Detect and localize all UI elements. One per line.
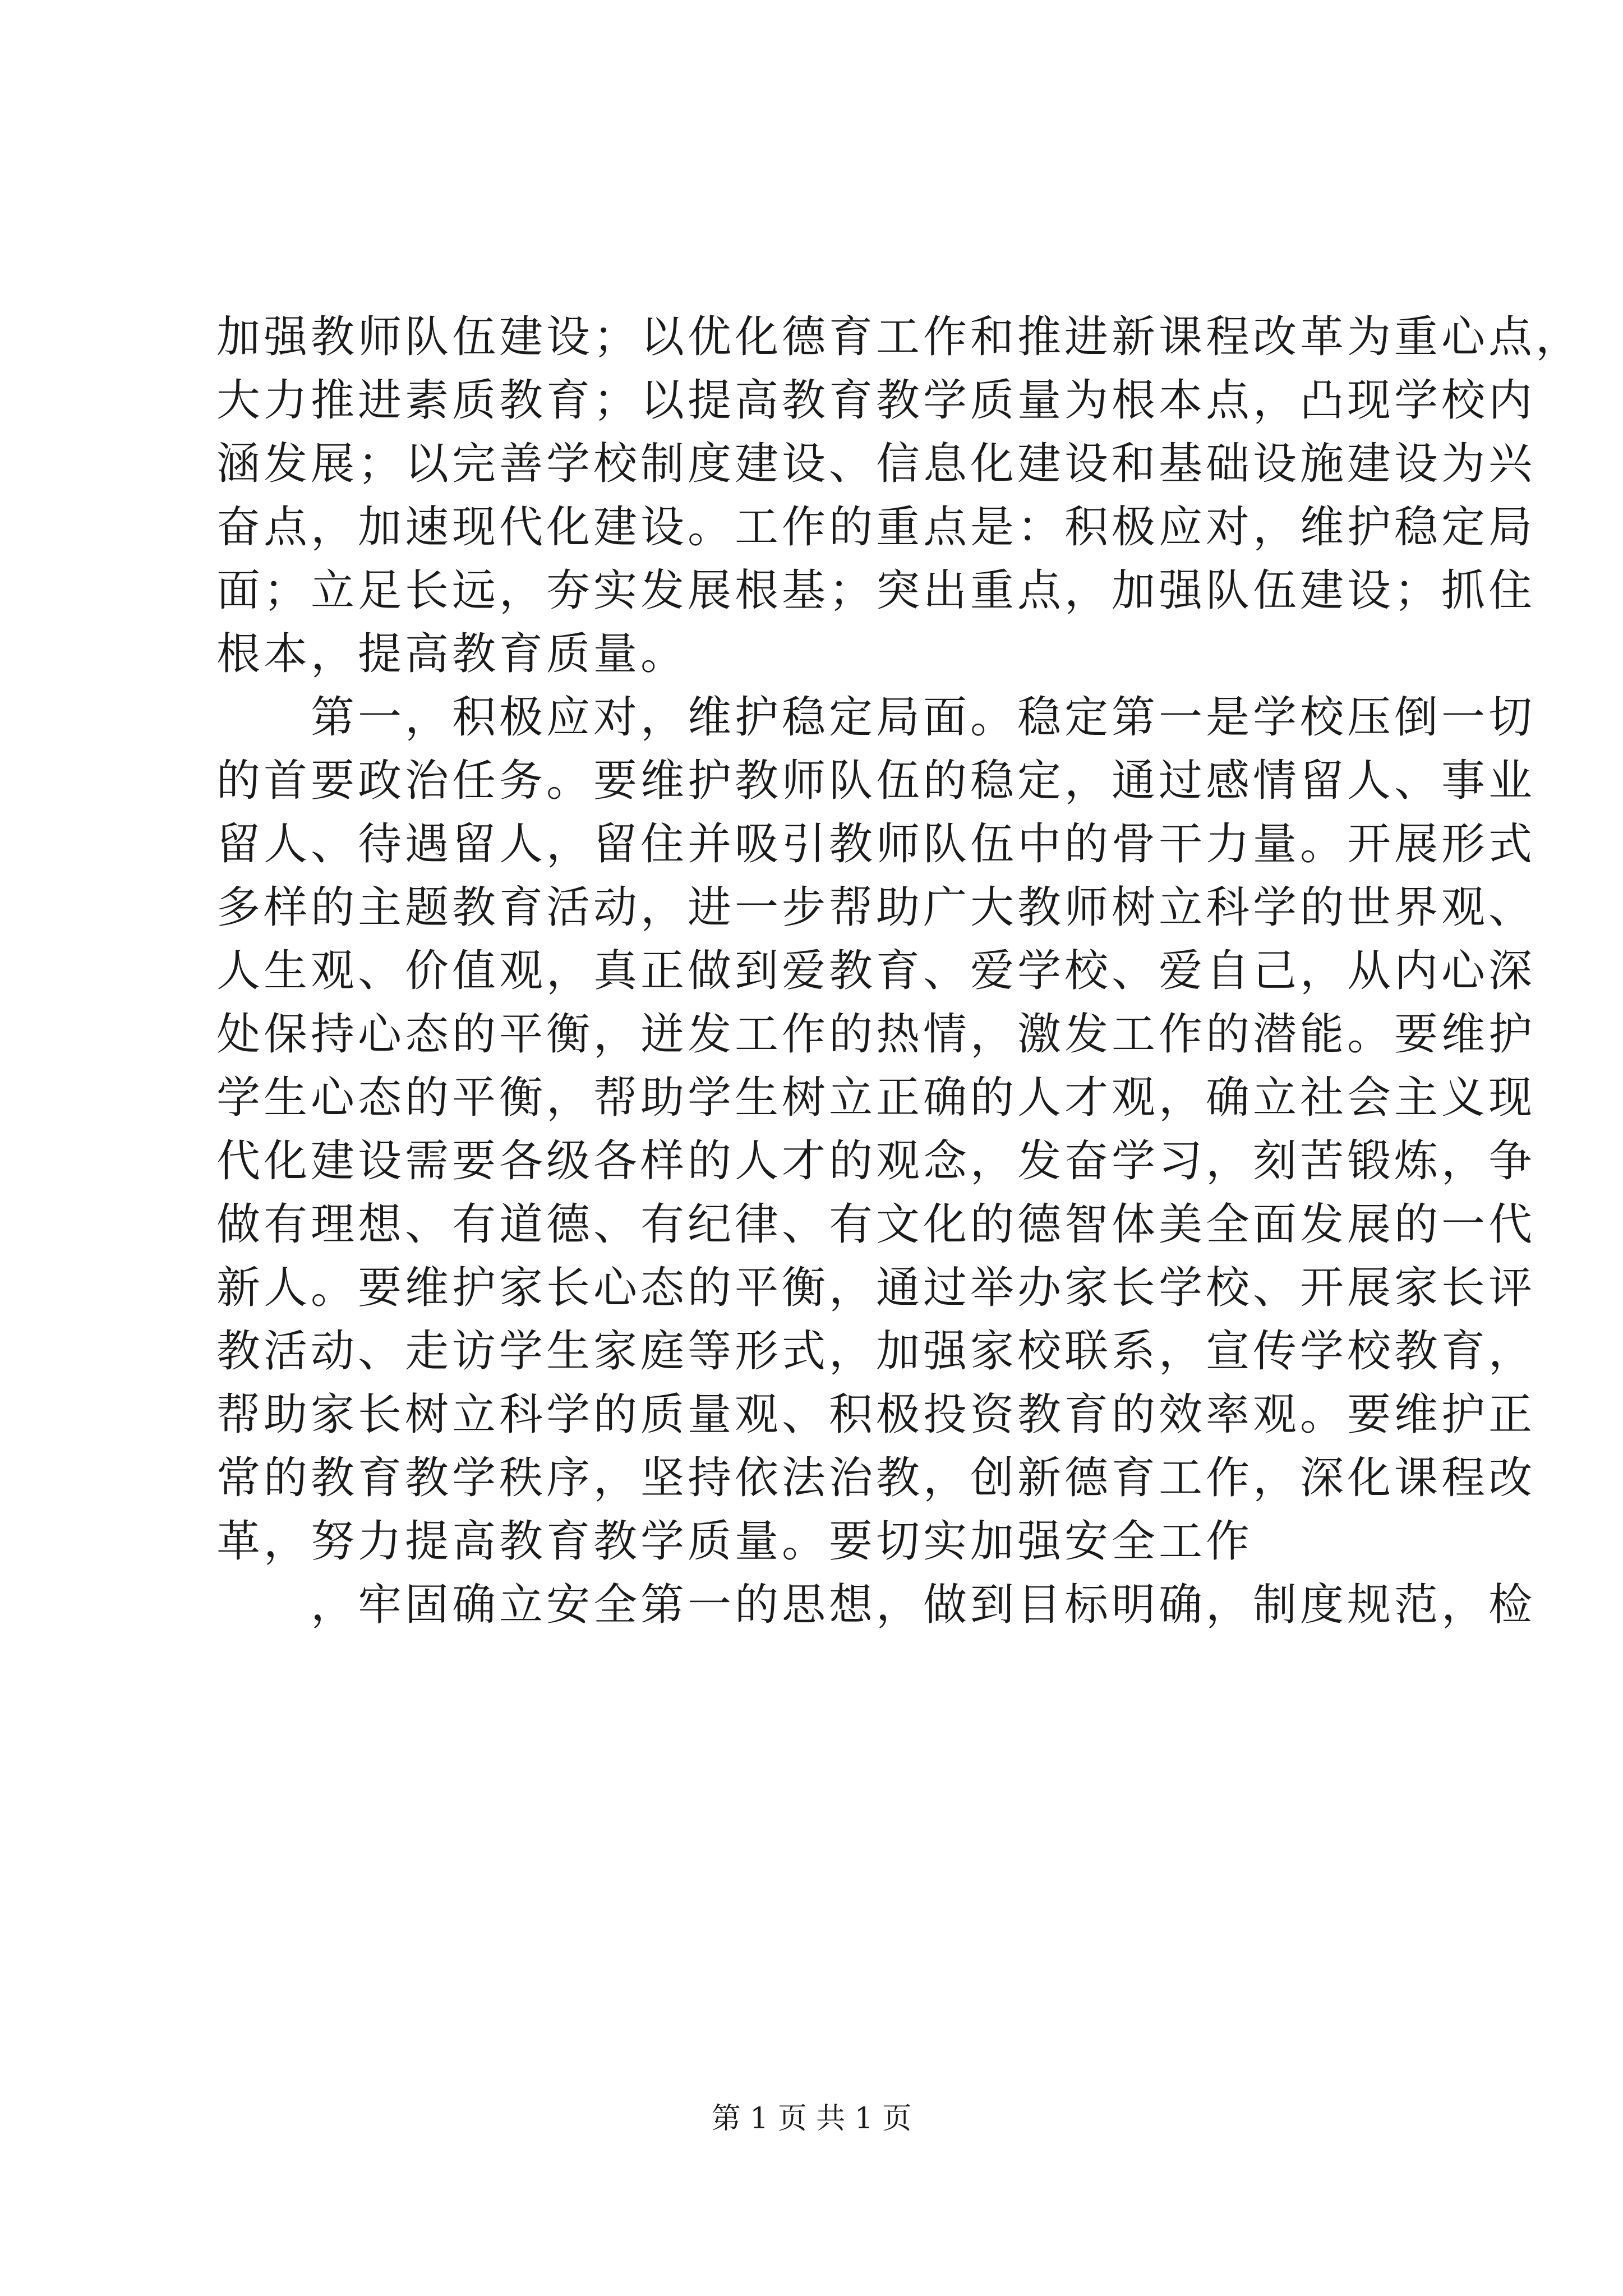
text-line: 奋点，加速现代化建设。工作的重点是：积极应对，维护稳定局 — [216, 502, 1536, 553]
text-line: 留人、待遇留人，留住并吸引教师队伍中的骨干力量。开展形式 — [216, 819, 1536, 869]
text-line: 多样的主题教育活动，进一步帮助广大教师树立科学的世界观、 — [216, 882, 1536, 933]
text-line: 第一，积极应对，维护稳定局面。稳定第一是学校压倒一切 — [216, 692, 1536, 743]
body-text — [216, 306, 1583, 1637]
text-line: ，牢固确立安全第一的思想，做到目标明确，制度规范，检 — [216, 1580, 1536, 1630]
page-number: 第 1 页 共 1 页 — [711, 2102, 912, 2136]
text-line: 涵发展；以完善学校制度建设、信息化建设和基础设施建设为兴 — [216, 439, 1536, 489]
text-line: 加强教师队伍建设；以优化德育工作和推进新课程改革为重心点， — [216, 312, 1583, 362]
text-line: 的首要政治任务。要维护教师队伍的稳定，通过感情留人、事业 — [216, 756, 1536, 806]
text-line: 革，努力提高教育教学质量。要切实加强安全工作 — [216, 1516, 1253, 1567]
text-line: 做有理想、有道德、有纪律、有文化的德智体美全面发展的一代 — [216, 1199, 1536, 1250]
text-line: 新人。要维护家长心态的平衡，通过举办家长学校、开展家长评 — [216, 1263, 1536, 1313]
text-line: 根本，提高教育质量。 — [216, 629, 688, 679]
text-line: 帮助家长树立科学的质量观、积极投资教育的效率观。要维护正 — [216, 1389, 1536, 1440]
text-line: 大力推进素质教育；以提高教育教学质量为根本点，凸现学校内 — [216, 375, 1536, 426]
text-line: 面；立足长远，夯实发展根基；突出重点，加强队伍建设；抓住 — [216, 565, 1536, 616]
text-line: 处保持心态的平衡，迸发工作的热情，激发工作的潜能。要维护 — [216, 1009, 1536, 1060]
text-line: 人生观、价值观，真正做到爱教育、爱学校、爱自己，从内心深 — [216, 946, 1536, 996]
text-line: 学生心态的平衡，帮助学生树立正确的人才观，确立社会主义现 — [216, 1073, 1536, 1123]
text-line: 教活动、走访学生家庭等形式，加强家校联系，宣传学校教育， — [216, 1326, 1536, 1377]
text-line: 常的教育教学秩序，坚持依法治教，创新德育工作，深化课程改 — [216, 1453, 1536, 1503]
text-line: 代化建设需要各级各样的人才的观念，发奋学习，刻苦锻炼，争 — [216, 1136, 1536, 1186]
